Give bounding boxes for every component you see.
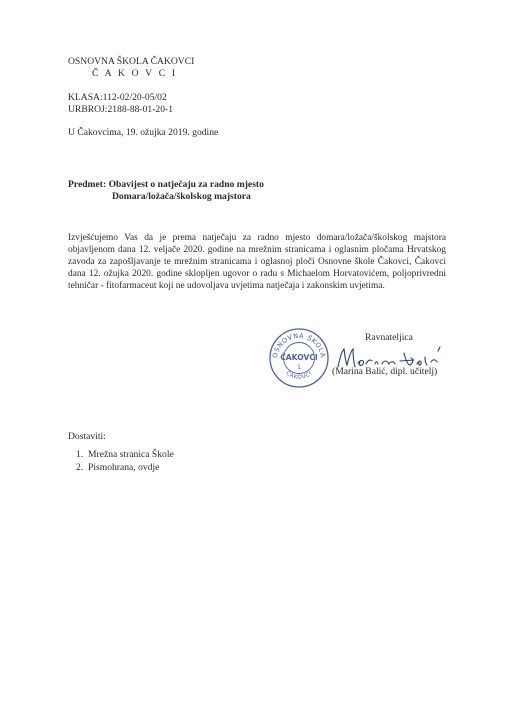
list-item-number: 1. [76,449,84,460]
stamp-number: 1 [297,364,301,371]
subject-line-2: Domara/ložača/školskog majstora [112,191,251,202]
signer-title: Ravnateljica [365,332,413,343]
distribution-label: Dostaviti: [68,431,106,442]
letter-body: Izvješćujemo Vas da je prema natječaju za radno mjesto domara/ložača/školskog majstora objavljenom dana 12. veljače 2020. godine na mrežnim stranicama i oglasnim pločama Hrvatskog zavoda za zapošljavanje te mrežnim stranicama i oglasnoj ploči Osnovne škole Čakovci, Čakovci dana 12. ožujka 2020. godine sklopljen ugovor o radu s Michaelom Horvatovićem, poljoprivredni tehničar - fitofarmaceut koji ne udovoljava uvjetima natječaja i zakonskim uvjetima. [68,233,446,291]
school-name: OSNOVNA ŠKOLA ČAKOVCI [68,56,195,67]
distribution-list [68,448,174,474]
list-item-text: Pismohrana, ovdje [88,462,160,473]
list-item-number: 2. [76,462,84,473]
list-item [68,461,174,474]
stamp-center-text: ČAKOVCI [280,353,318,362]
place-and-date: U Čakovcima, 19. ožujka 2019. godine [68,127,219,138]
klasa-reference: KLASA:112-02/20-05/02 [68,92,167,103]
school-town: Č A K O V C I [92,68,178,79]
signer-name: (Marina Balić, dipl. učitelj) [332,366,438,377]
stamp-top-text: OSNOVNA ŠKOLA [271,331,327,359]
official-stamp [268,327,330,389]
subject-line: Predmet: Obavijest o natječaju za radno mjesto [68,179,264,190]
stamp-bottom-text: ČAKOVCI [284,370,314,381]
list-item-text: Mrežna stranica Škole [88,449,174,460]
list-item [68,448,174,461]
urbroj-reference: URBROJ:2188-88-01-20-1 [68,104,173,115]
